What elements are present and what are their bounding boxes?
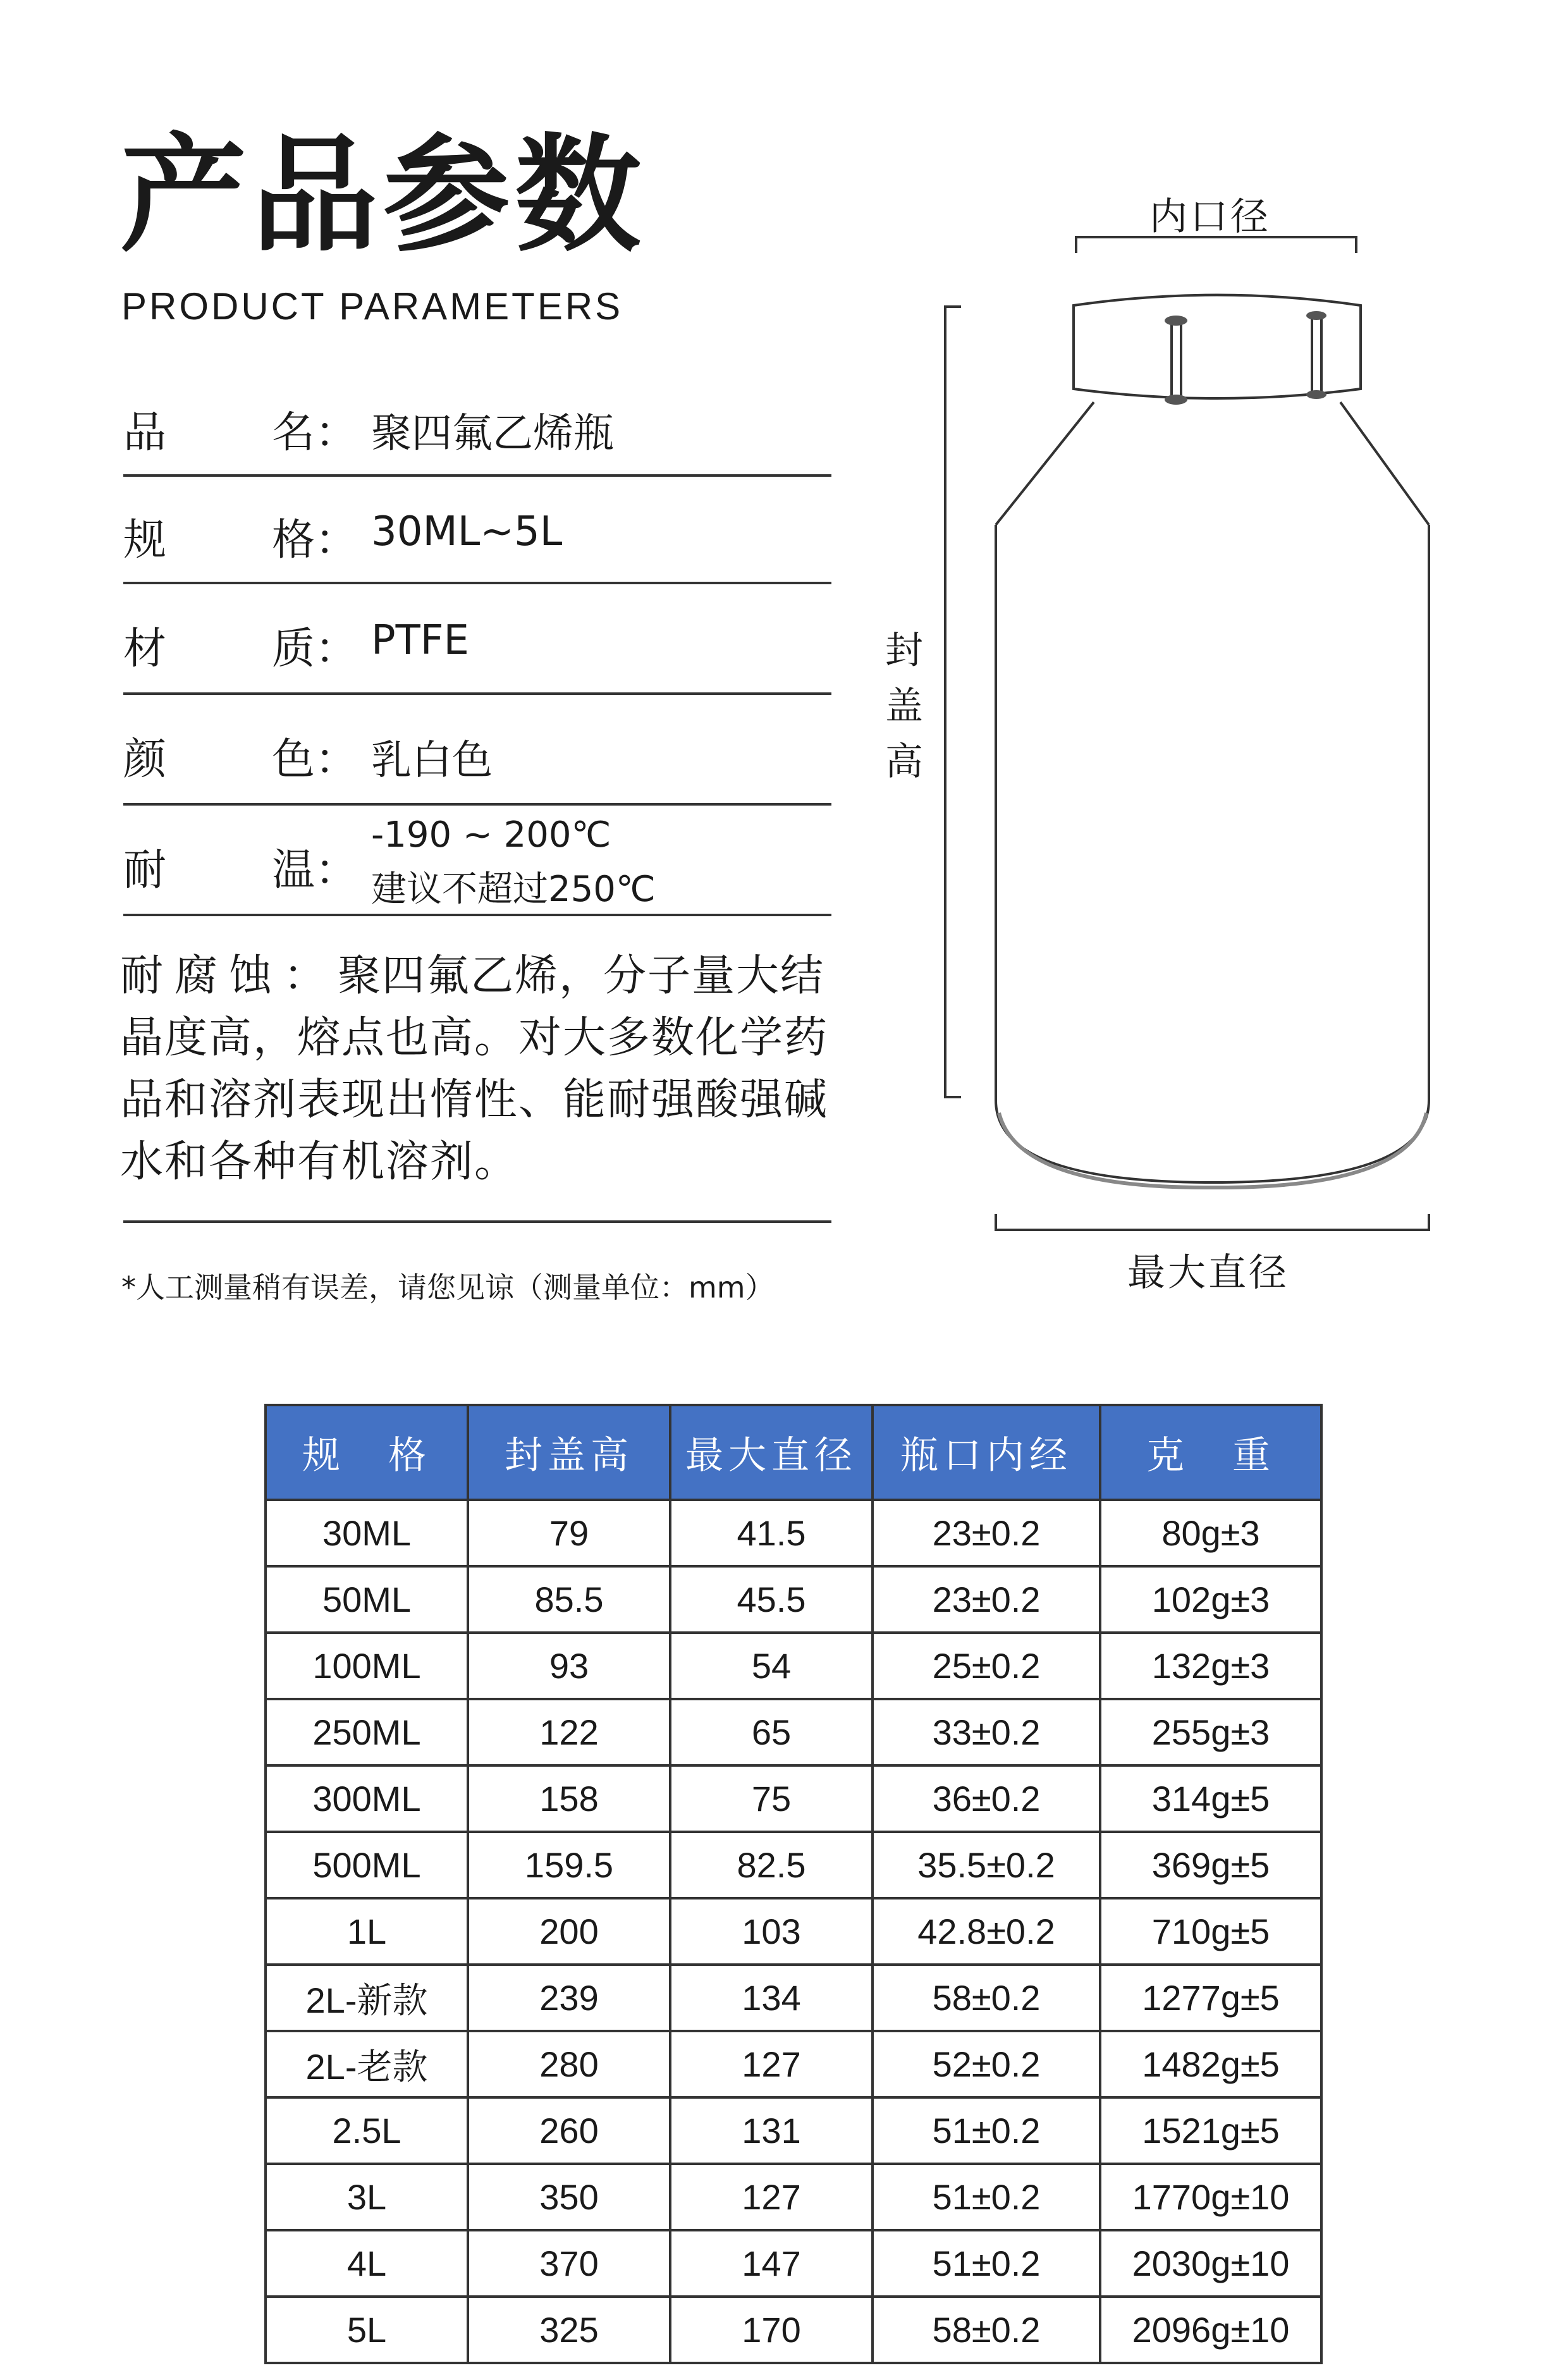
table-cell: 325 [468,2297,670,2363]
corrosion-paragraph [120,945,835,1193]
column-header: 封盖高 [468,1405,670,1500]
param-value: -190 ~ 200℃ [371,814,611,856]
param-row-name [123,392,831,477]
table-row [266,1765,1321,1832]
table-cell: 122 [468,1699,670,1765]
table-cell: 41.5 [670,1500,873,1566]
table-cell: 2L-新款 [266,1965,468,2031]
table-cell: 260 [468,2097,670,2164]
spec-table [264,1404,1323,2364]
table-cell: 30ML [266,1500,468,1566]
table-cell: 1482g±5 [1100,2031,1321,2097]
table-row [266,2164,1321,2230]
param-row-color [123,692,831,806]
table-cell: 51±0.2 [873,2097,1100,2164]
table-cell: 147 [670,2230,873,2297]
table-cell: 58±0.2 [873,1965,1100,2031]
table-cell: 54 [670,1633,873,1699]
table-row [266,1898,1321,1965]
table-cell: 314g±5 [1100,1765,1321,1832]
table-cell: 80g±3 [1100,1500,1321,1566]
table-row [266,1832,1321,1898]
table-row [266,1633,1321,1699]
table-cell: 710g±5 [1100,1898,1321,1965]
table-cell: 5L [266,2297,468,2363]
table-row [266,2031,1321,2097]
bottle-cap [1074,295,1361,399]
table-cell: 159.5 [468,1832,670,1898]
table-cell: 33±0.2 [873,1699,1100,1765]
table-row [266,2297,1321,2363]
inner-diameter-label: 内口径 [1149,195,1271,239]
table-cell: 350 [468,2164,670,2230]
table-cell: 250ML [266,1699,468,1765]
table-cell: 23±0.2 [873,1500,1100,1566]
table-cell: 45.5 [670,1566,873,1633]
table-cell: 280 [468,2031,670,2097]
table-row [266,1965,1321,2031]
table-cell: 2.5L [266,2097,468,2164]
param-row-spec [123,474,831,584]
table-row [266,2097,1321,2164]
param-label: 温： [272,845,358,895]
bottle-shoulder [996,402,1094,525]
cap-height-char: 盖 [885,684,923,728]
table-cell: 170 [670,2297,873,2363]
table-cell: 35.5±0.2 [873,1832,1100,1898]
table-cell: 85.5 [468,1566,670,1633]
max-diameter-label: 最大直径 [1127,1251,1289,1295]
table-cell: 200 [468,1898,670,1965]
table-cell: 239 [468,1965,670,2031]
table-cell: 131 [670,2097,873,2164]
table-cell: 300ML [266,1765,468,1832]
param-label: 格： [272,515,358,565]
param-label: 材 [123,624,167,674]
table-cell: 50ML [266,1566,468,1633]
table-cell: 370 [468,2230,670,2297]
table-cell: 158 [468,1765,670,1832]
table-cell: 102g±3 [1100,1566,1321,1633]
table-cell: 1770g±10 [1100,2164,1321,2230]
table-cell: 2096g±10 [1100,2297,1321,2363]
param-value: 乳白色 [371,737,493,784]
table-row [266,1566,1321,1633]
table-cell: 82.5 [670,1832,873,1898]
param-row-temperature [123,803,831,916]
column-header: 最大直径 [670,1405,873,1500]
table-cell: 103 [670,1898,873,1965]
param-label: 质： [272,624,358,674]
table-cell: 3L [266,2164,468,2230]
table-cell: 134 [670,1965,873,2031]
param-value: 30ML~5L [371,508,563,555]
table-cell: 1L [266,1898,468,1965]
page-subtitle: PRODUCT PARAMETERS [121,285,623,328]
param-label: 规 [123,515,167,565]
table-cell: 79 [468,1500,670,1566]
table-cell: 369g±5 [1100,1832,1321,1898]
table-row [266,1500,1321,1566]
table-row [266,2230,1321,2297]
column-header: 克 重 [1100,1405,1321,1500]
table-cell: 58±0.2 [873,2297,1100,2363]
table-cell: 51±0.2 [873,2230,1100,2297]
param-label: 颜 [123,735,167,785]
table-cell: 2L-老款 [266,2031,468,2097]
column-header: 瓶口内经 [873,1405,1100,1500]
table-cell: 100ML [266,1633,468,1699]
cap-height-char: 封 [885,629,923,673]
table-cell: 1521g±5 [1100,2097,1321,2164]
corrosion-label: 耐腐蚀： [120,951,338,1001]
param-label: 耐 [123,845,167,895]
table-cell: 36±0.2 [873,1765,1100,1832]
table-cell: 4L [266,2230,468,2297]
table-cell: 127 [670,2164,873,2230]
table-cell: 65 [670,1699,873,1765]
table-cell: 75 [670,1765,873,1832]
table-cell: 25±0.2 [873,1633,1100,1699]
table-cell: 132g±3 [1100,1633,1321,1699]
measurement-note: *人工测量稍有误差，请您见谅（测量单位：mm） [121,1270,775,1304]
table-cell: 42.8±0.2 [873,1898,1100,1965]
cap-height-label [885,623,923,790]
param-label: 品 [123,408,167,458]
divider [123,1220,831,1223]
table-row [266,1699,1321,1765]
param-value: 建议不超过250℃ [371,869,656,910]
table-cell: 127 [670,2031,873,2097]
param-value: 聚四氟乙烯瓶 [371,410,614,457]
cap-height-bracket [945,307,961,1097]
param-value: PTFE [371,617,469,664]
param-label: 名： [272,408,358,458]
column-header: 规 格 [266,1405,468,1500]
page-title: 产品参数 [120,122,647,269]
max-diameter-bracket [996,1214,1429,1230]
table-cell: 1277g±5 [1100,1965,1321,2031]
table-header-row [266,1405,1321,1500]
table-cell: 93 [468,1633,670,1699]
table-cell: 255g±3 [1100,1699,1321,1765]
bottle-diagram [873,177,1505,1315]
table-cell: 2030g±10 [1100,2230,1321,2297]
cap-height-char: 高 [885,740,923,784]
table-cell: 23±0.2 [873,1566,1100,1633]
param-label: 色： [272,735,358,785]
table-cell: 52±0.2 [873,2031,1100,2097]
table-cell: 500ML [266,1832,468,1898]
table-cell: 51±0.2 [873,2164,1100,2230]
param-row-material [123,582,831,695]
corrosion-text: 聚四氟乙烯，分子量大结晶度高，熔点也高。对大多数化学药品和溶剂表现出惰性、能耐强酸强碱水和各种有机溶剂。 [120,951,829,1187]
